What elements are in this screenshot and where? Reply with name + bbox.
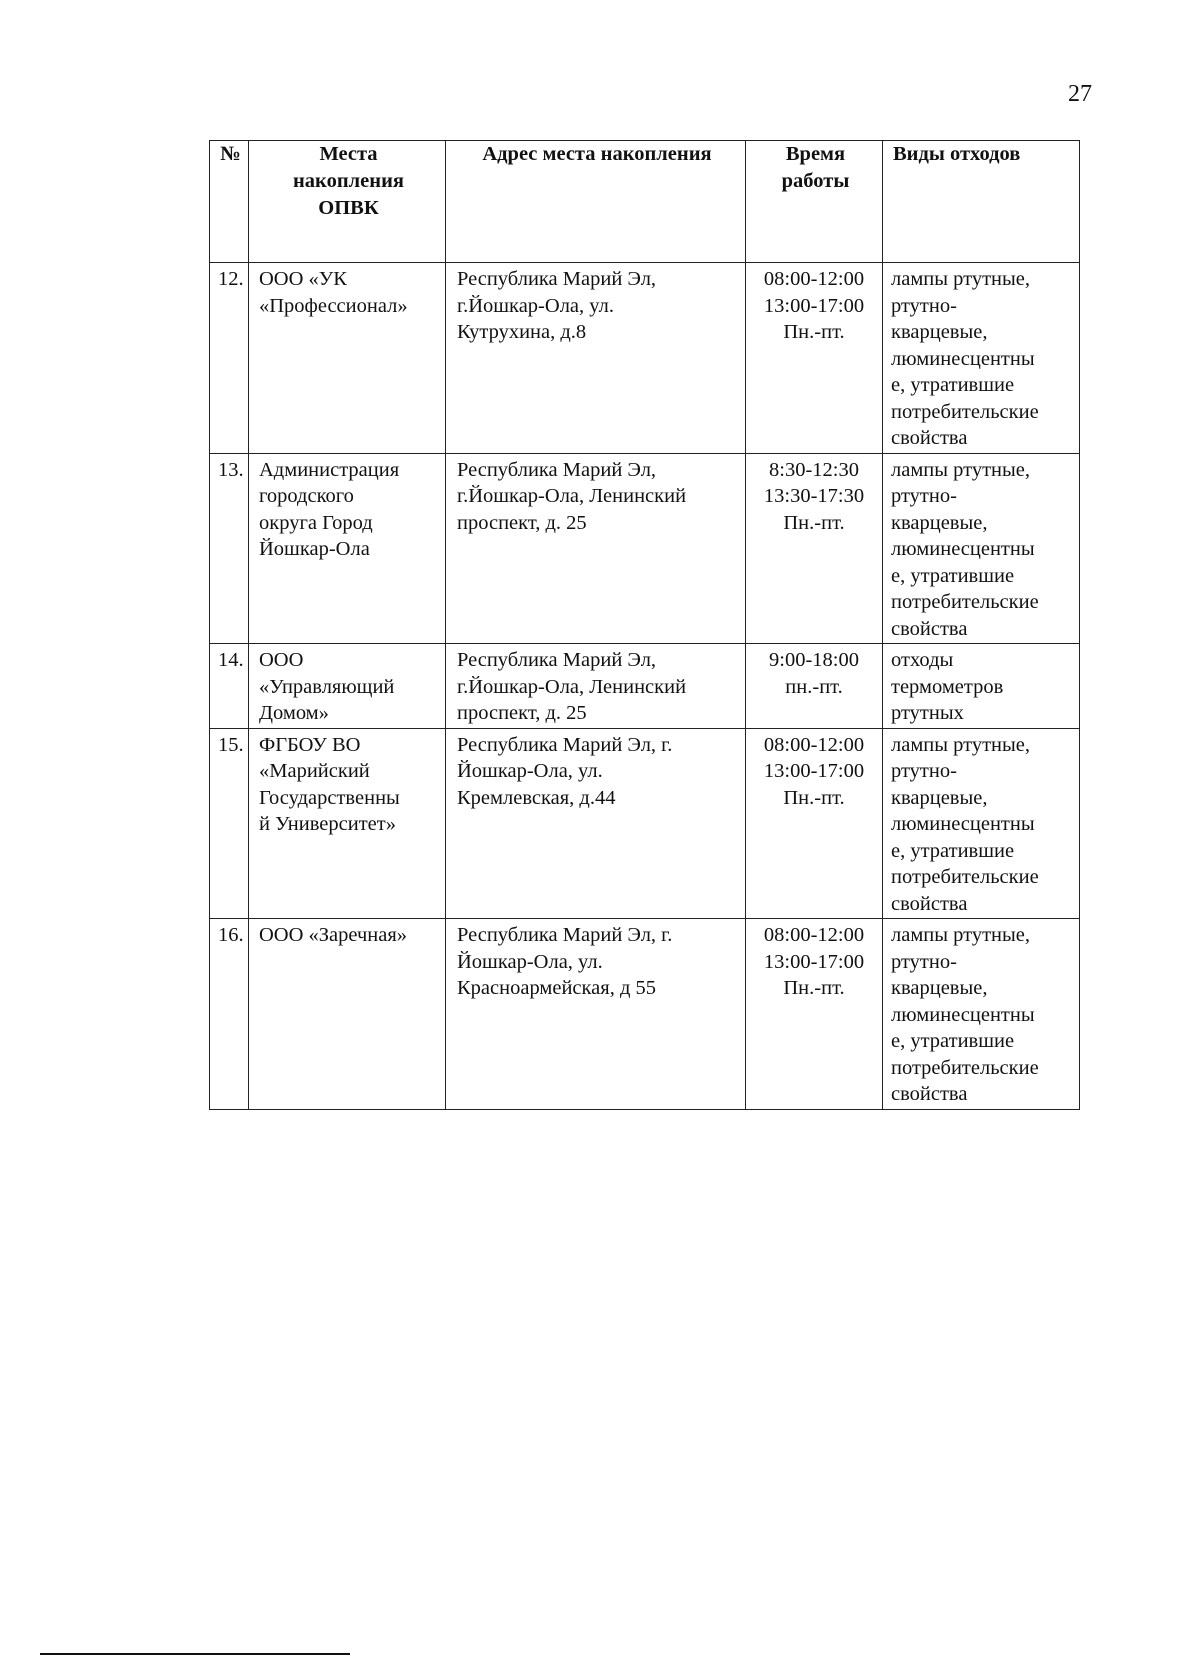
cell-address [446,644,746,729]
header-types [883,141,1080,263]
cell-line: 13:00-17:00 [763,950,865,973]
cell-line: 08:00-12:00 [763,924,865,946]
cell-num: 12. [210,263,249,454]
cell-line: Администрация [259,458,400,481]
cell-line: Домом» [259,702,329,724]
cell-line: Йошкар-Ола, ул. [457,760,603,782]
cell-place [249,263,446,454]
cell-line: Йошкар-Ола [259,538,370,560]
cell-types [883,644,1080,729]
page-number: 27 [1068,81,1092,107]
cell-line: г.Йошкар-Ола, Ленинский [457,675,687,698]
cell-line: пн.-пт. [785,675,843,698]
header-line: Места [319,143,378,165]
cell-place [249,453,446,644]
cell-line: свойства [891,617,968,640]
cell-line: ртутно- [891,294,957,317]
header-line: работы [781,170,850,192]
table-row [210,644,1080,729]
table-row [210,728,1080,919]
cell-line: ООО [259,649,304,671]
cell-address [446,919,746,1110]
cell-line: е, утратившие [891,839,1015,862]
cell-line: свойства [891,427,968,449]
cell-place [249,919,446,1110]
waste-collection-table [209,140,1080,1110]
cell-line: Красноармейская, д 55 [457,977,657,999]
cell-num: 13. [210,453,249,644]
cell-line: ООО «УК [259,268,347,290]
cell-line: г.Йошкар-Ола, ул. [457,294,614,317]
cell-line: «Марийский [259,760,370,782]
cell-line: свойства [891,1083,968,1105]
cell-line: Государственны [259,786,400,809]
cell-line: Республика Марий Эл, [457,649,657,671]
table-row [210,453,1080,644]
cell-line: 13:00-17:00 [763,760,865,782]
cell-line: е, утратившие [891,1030,1015,1052]
cell-line: Йошкар-Ола, ул. [457,950,603,973]
header-line: Виды отходов [893,143,1021,165]
table-body [210,263,1080,1110]
cell-line: Пн.-пт. [783,977,845,999]
cell-line: потребительские [891,1056,1039,1079]
cell-line: лампы ртутные, [891,924,1031,946]
cell-line: 13:30-17:30 [763,485,865,507]
cell-place [249,728,446,919]
cell-line: ртутно- [891,485,957,507]
header-time [746,141,883,263]
cell-line: 9:00-18:00 [769,649,859,671]
cell-line: ртутно- [891,950,957,973]
cell-line: кварцевые, [891,321,988,343]
cell-line: лампы ртутные, [891,458,1031,481]
cell-line: проспект, д. 25 [457,702,587,724]
header-row [210,141,1080,263]
cell-line: кварцевые, [891,977,988,999]
cell-types [883,453,1080,644]
header-line: Адрес места накопления [482,143,712,165]
cell-line: Кутрухина, д.8 [457,321,587,343]
cell-line: «Управляющий [259,675,395,698]
cell-line: люминесцентны [891,538,1035,560]
cell-line: 13:00-17:00 [763,294,865,317]
cell-time [746,728,883,919]
cell-line: свойства [891,892,968,915]
cell-line: округа Город [259,511,373,534]
cell-line: потребительские [891,400,1039,423]
cell-line: отходы [891,649,954,671]
cell-line: люминесцентны [891,813,1035,835]
cell-line: городского [259,485,354,507]
cell-line: Республика Марий Эл, [457,458,657,481]
cell-line: Республика Марий Эл, г. [457,924,673,946]
cell-time [746,919,883,1110]
cell-address [446,453,746,644]
cell-num: 16. [210,919,249,1110]
cell-line: люминесцентны [891,1003,1035,1026]
cell-time [746,453,883,644]
cell-line: «Профессионал» [259,294,408,317]
cell-line: е, утратившие [891,564,1015,587]
cell-address [446,728,746,919]
cell-line: кварцевые, [891,786,988,809]
cell-line: ФГБОУ ВО [259,733,361,756]
table-row [210,919,1080,1110]
cell-line: ООО «Заречная» [259,924,408,946]
cell-line: 8:30-12:30 [769,458,859,481]
cell-line: ртутных [891,702,964,724]
cell-time [746,263,883,454]
cell-address [446,263,746,454]
cell-line: Пн.-пт. [783,511,845,534]
cell-line: потребительские [891,591,1039,613]
footnote-separator [40,1653,350,1655]
header-line: Время [785,143,846,165]
cell-line: Республика Марий Эл, г. [457,733,673,756]
header-line: ОПВК [318,197,379,219]
cell-line: 08:00-12:00 [763,733,865,756]
cell-types [883,263,1080,454]
cell-num: 14. [210,644,249,729]
cell-line: проспект, д. 25 [457,511,587,534]
table-header [210,141,1080,263]
cell-types [883,919,1080,1110]
cell-types [883,728,1080,919]
cell-line: Республика Марий Эл, [457,268,657,290]
cell-num: 15. [210,728,249,919]
cell-line: 08:00-12:00 [763,268,865,290]
cell-line: й Университет» [259,813,396,835]
header-num: № [210,141,249,263]
cell-line: термометров [891,675,1004,698]
cell-line: люминесцентны [891,347,1035,370]
cell-line: лампы ртутные, [891,733,1031,756]
cell-line: Пн.-пт. [783,321,845,343]
cell-time [746,644,883,729]
cell-line: потребительские [891,866,1039,888]
cell-place [249,644,446,729]
table-row [210,263,1080,454]
header-address [446,141,746,263]
cell-line: ртутно- [891,760,957,782]
cell-line: лампы ртутные, [891,268,1031,290]
header-line: накопления [293,170,404,192]
cell-line: е, утратившие [891,374,1015,396]
cell-line: Кремлевская, д.44 [457,786,616,809]
cell-line: г.Йошкар-Ола, Ленинский [457,485,687,507]
cell-line: кварцевые, [891,511,988,534]
header-place [249,141,446,263]
cell-line: Пн.-пт. [783,786,845,809]
